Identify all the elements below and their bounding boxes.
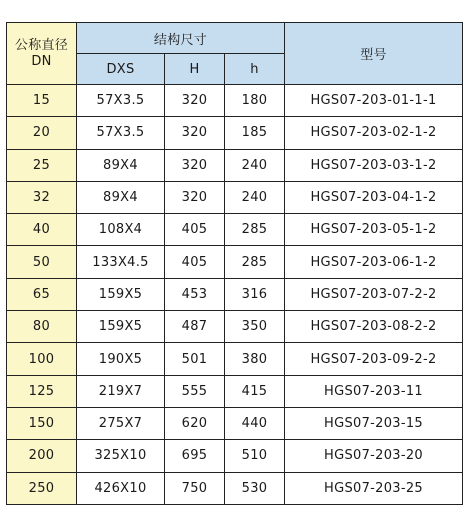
H-cell: 405 bbox=[165, 214, 225, 246]
H-cell: 320 bbox=[165, 149, 225, 181]
h-cell: 530 bbox=[225, 472, 285, 504]
h-cell: 285 bbox=[225, 214, 285, 246]
h-cell: 440 bbox=[225, 407, 285, 439]
model-cell: HGS07-203-25 bbox=[285, 472, 463, 504]
h-cell: 240 bbox=[225, 149, 285, 181]
dn-cell: 200 bbox=[7, 440, 77, 472]
dxs-cell: 325X10 bbox=[77, 440, 165, 472]
table-row bbox=[7, 246, 463, 278]
model-cell: HGS07-203-07-2-2 bbox=[285, 278, 463, 310]
table-row bbox=[7, 472, 463, 504]
h-cell: 285 bbox=[225, 246, 285, 278]
table-row bbox=[7, 278, 463, 310]
dxs-cell: 159X5 bbox=[77, 311, 165, 343]
H-cell: 620 bbox=[165, 407, 225, 439]
H-cell: 320 bbox=[165, 85, 225, 117]
h-cell: 380 bbox=[225, 343, 285, 375]
H-cell: 320 bbox=[165, 181, 225, 213]
spec-table bbox=[6, 22, 463, 505]
table-row bbox=[7, 311, 463, 343]
table-row bbox=[7, 343, 463, 375]
h-cell: 180 bbox=[225, 85, 285, 117]
model-cell: HGS07-203-11 bbox=[285, 375, 463, 407]
H-cell: 453 bbox=[165, 278, 225, 310]
dxs-cell: 57X3.5 bbox=[77, 117, 165, 149]
table-row bbox=[7, 85, 463, 117]
model-cell: HGS07-203-03-1-2 bbox=[285, 149, 463, 181]
header-dn-cell bbox=[7, 23, 77, 85]
header-model-label: 型号 bbox=[285, 23, 463, 85]
header-h: h bbox=[225, 54, 285, 85]
dn-cell: 150 bbox=[7, 407, 77, 439]
dn-cell: 25 bbox=[7, 149, 77, 181]
dxs-cell: 108X4 bbox=[77, 214, 165, 246]
H-cell: 501 bbox=[165, 343, 225, 375]
H-cell: 320 bbox=[165, 117, 225, 149]
header-dn-unit: DN bbox=[31, 53, 52, 69]
dxs-cell: 219X7 bbox=[77, 375, 165, 407]
table-row bbox=[7, 214, 463, 246]
dxs-cell: 275X7 bbox=[77, 407, 165, 439]
dxs-cell: 426X10 bbox=[77, 472, 165, 504]
table-row bbox=[7, 149, 463, 181]
dn-cell: 65 bbox=[7, 278, 77, 310]
H-cell: 750 bbox=[165, 472, 225, 504]
dn-cell: 80 bbox=[7, 311, 77, 343]
table-row bbox=[7, 375, 463, 407]
h-cell: 415 bbox=[225, 375, 285, 407]
dn-cell: 125 bbox=[7, 375, 77, 407]
h-cell: 510 bbox=[225, 440, 285, 472]
dxs-cell: 89X4 bbox=[77, 181, 165, 213]
model-cell: HGS07-203-20 bbox=[285, 440, 463, 472]
model-cell: HGS07-203-02-1-2 bbox=[285, 117, 463, 149]
model-cell: HGS07-203-08-2-2 bbox=[285, 311, 463, 343]
H-cell: 487 bbox=[165, 311, 225, 343]
model-cell: HGS07-203-15 bbox=[285, 407, 463, 439]
H-cell: 555 bbox=[165, 375, 225, 407]
h-cell: 316 bbox=[225, 278, 285, 310]
dxs-cell: 89X4 bbox=[77, 149, 165, 181]
header-dn-label: 公称直径 bbox=[14, 37, 69, 53]
h-cell: 185 bbox=[225, 117, 285, 149]
model-cell: HGS07-203-04-1-2 bbox=[285, 181, 463, 213]
header-H: H bbox=[165, 54, 225, 85]
header-dxs: DXS bbox=[77, 54, 165, 85]
dxs-cell: 190X5 bbox=[77, 343, 165, 375]
header-structure-label: 结构尺寸 bbox=[77, 23, 285, 54]
dn-cell: 20 bbox=[7, 117, 77, 149]
model-cell: HGS07-203-09-2-2 bbox=[285, 343, 463, 375]
table-row bbox=[7, 407, 463, 439]
H-cell: 405 bbox=[165, 246, 225, 278]
model-cell: HGS07-203-05-1-2 bbox=[285, 214, 463, 246]
dxs-cell: 57X3.5 bbox=[77, 85, 165, 117]
h-cell: 240 bbox=[225, 181, 285, 213]
dxs-cell: 159X5 bbox=[77, 278, 165, 310]
table-row bbox=[7, 117, 463, 149]
H-cell: 695 bbox=[165, 440, 225, 472]
dn-cell: 250 bbox=[7, 472, 77, 504]
dn-cell: 15 bbox=[7, 85, 77, 117]
dn-cell: 40 bbox=[7, 214, 77, 246]
dn-cell: 32 bbox=[7, 181, 77, 213]
table-row bbox=[7, 440, 463, 472]
dn-cell: 50 bbox=[7, 246, 77, 278]
model-cell: HGS07-203-06-1-2 bbox=[285, 246, 463, 278]
dn-cell: 100 bbox=[7, 343, 77, 375]
table-row bbox=[7, 181, 463, 213]
dxs-cell: 133X4.5 bbox=[77, 246, 165, 278]
model-cell: HGS07-203-01-1-1 bbox=[285, 85, 463, 117]
h-cell: 350 bbox=[225, 311, 285, 343]
